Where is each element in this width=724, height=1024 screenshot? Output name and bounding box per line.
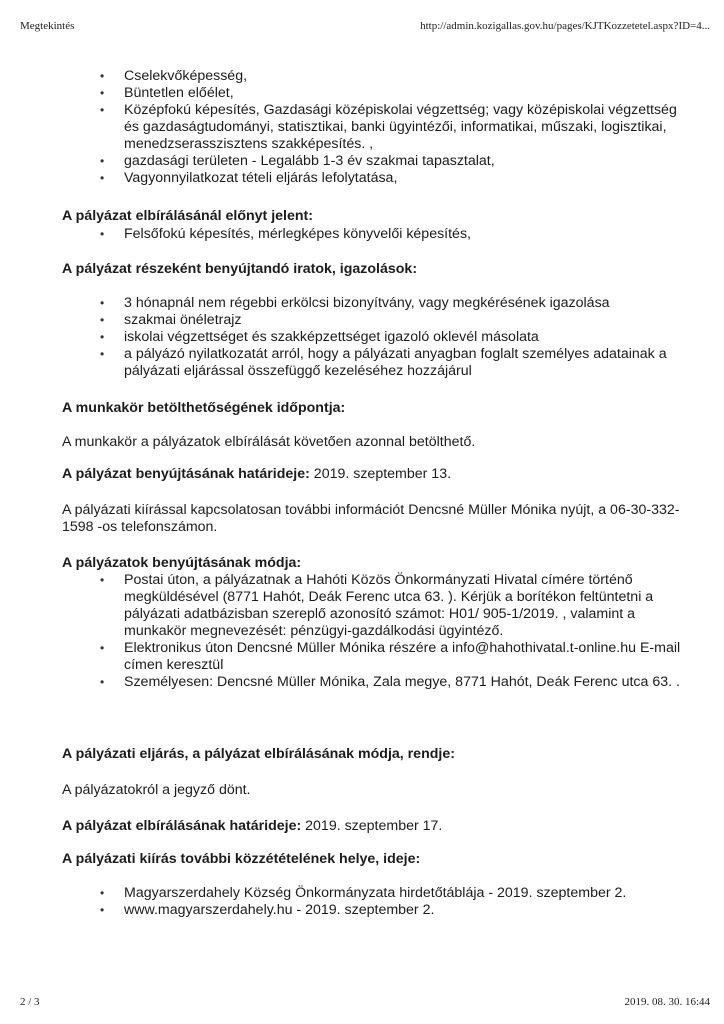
list-item: • Cselekvőképesség,: [100, 68, 684, 85]
list-item: • Postai úton, a pályázatnak a Hahóti Közös Önkormányzati Hivatal címére történő megküldésével (8771 Hahót, Deák Ferenc utca 63. ). Kérjük a borítékon feltüntetni a pályázati adatbázisban szereplő azonosító számot: H01/ 905-1/2019. , valamint a munkakör megnevezését: pénzügyi-gazdálkodási ügyintéző.: [100, 572, 684, 640]
evaluation-deadline-label: A pályázat elbírálásának határideje:: [62, 818, 302, 834]
list-item: • szakmai önéletrajz: [100, 312, 684, 329]
evaluation-deadline-value: 2019. szeptember 17.: [301, 818, 443, 834]
submission-deadline-label: A pályázat benyújtásának határideje:: [62, 466, 310, 482]
list-item: • Vagyonnyilatkozat tételi eljárás lefolytatása,: [100, 170, 684, 187]
list-item: • gazdasági területen - Legalább 1-3 év szakmai tapasztalat,: [100, 153, 684, 170]
print-header-title: Megtekintés: [20, 20, 75, 32]
list-item: • Személyesen: Dencsné Müller Mónika, Zala megye, 8771 Hahót, Deák Ferenc utca 63. .: [100, 674, 684, 691]
fill-date-text: A munkakör a pályázatok elbírálását követően azonnal betölthető.: [62, 434, 476, 450]
documents-list: [100, 295, 684, 380]
submission-method-heading: A pályázatok benyújtásának módja:: [62, 555, 302, 571]
fill-date-heading: A munkakör betölthetőségének időpontja:: [62, 400, 346, 416]
submission-method-list: [100, 572, 684, 691]
list-item: • www.magyarszerdahely.hu - 2019. szeptember 2.: [100, 902, 684, 919]
list-item: • a pályázó nyilatkozatát arról, hogy a pályázati anyagban foglalt személyes adatainak a pályázati eljárással összefüggő kezeléséhez hozzájárul: [100, 346, 684, 380]
print-header-url: http://admin.kozigallas.gov.hu/pages/KJTKozzetetel.aspx?ID=4...: [420, 20, 710, 32]
page-number: 2 / 3: [20, 996, 40, 1008]
evaluation-deadline: [62, 818, 684, 835]
list-item: • 3 hónapnál nem régebbi erkölcsi bizonyítvány, vagy megkérésének igazolása: [100, 295, 684, 312]
list-item: • Magyarszerdahely Község Önkormányzata hirdetőtáblája - 2019. szeptember 2.: [100, 885, 684, 902]
submission-deadline-value: 2019. szeptember 13.: [309, 466, 452, 482]
procedure-text: A pályázatokról a jegyző dönt.: [62, 782, 251, 798]
publication-list: [100, 885, 684, 919]
list-item: • Elektronikus úton Dencsné Müller Mónika részére a info@hahothivatal.t-online.hu E-mail címen keresztül: [100, 640, 684, 674]
advantage-heading: A pályázat elbírálásánál előnyt jelent:: [62, 208, 313, 224]
procedure-heading: A pályázati eljárás, a pályázat elbírálásának módja, rendje:: [62, 746, 455, 762]
list-item: • Középfokú képesítés, Gazdasági középiskolai végzettség; vagy középiskolai végzettség és gazdaságtudományi, statisztikai, banki ügyintézői, informatikai, műszaki, logisztikai, menedzserasszisztens szakképesítés. ,: [100, 102, 684, 153]
print-datetime: 2019. 08. 30. 16:44: [624, 996, 710, 1008]
list-item: • Felsőfokú képesítés, mérlegképes könyvelői képesítés,: [100, 226, 684, 243]
list-item: • Büntetlen előélet,: [100, 85, 684, 102]
publication-heading: A pályázati kiírás további közzétételének helye, ideje:: [62, 851, 421, 867]
documents-heading: A pályázat részeként benyújtandó iratok, igazolások:: [62, 261, 418, 277]
info-text: A pályázati kiírással kapcsolatosan további információt Dencsné Müller Mónika nyújt, a 06-30-332-1598 -os telefonszámon.: [62, 502, 680, 535]
advantage-list: [100, 226, 684, 243]
list-item: • iskolai végzettséget és szakképzettséget igazoló oklevél másolata: [100, 329, 684, 346]
requirements-list: [100, 68, 684, 187]
submission-deadline: [62, 466, 684, 483]
